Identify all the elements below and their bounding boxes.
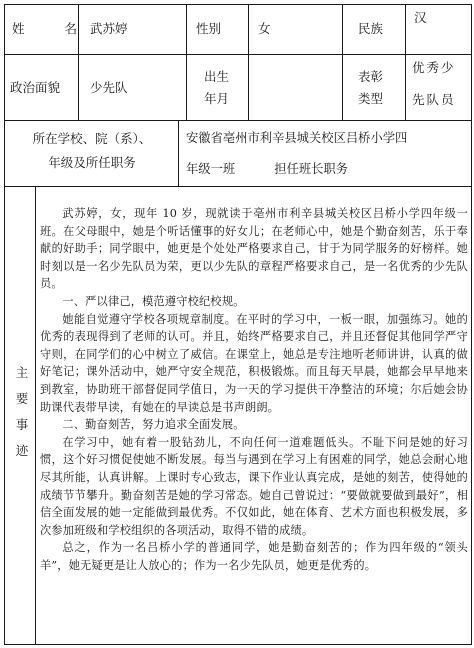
gender-value: 女 (258, 21, 271, 36)
school-row-divider (178, 120, 179, 187)
table-border-right (471, 4, 472, 645)
school-value-line2: 年级一班 担任班长职务 (186, 162, 349, 176)
school-value-line1: 安徽省亳州市利辛县城关校区吕桥小学四 (186, 131, 408, 145)
award-type-label-line2: 类型 (358, 91, 384, 106)
main-deeds-label-char: 事 (15, 417, 29, 432)
deeds-section-heading-1: 一、严以律己，模范遵守校纪校规。 (62, 294, 245, 308)
col-divider-2 (186, 4, 187, 121)
table-border-top (4, 4, 472, 5)
political-status-value: 少先队 (90, 80, 128, 95)
main-deeds-text (40, 205, 468, 574)
main-deeds-label-char: 迹 (15, 443, 29, 458)
table-border-bottom (4, 644, 472, 645)
deeds-section-paragraph-2: 在学习中，她有着一股钻劲儿，不向任何一道难题低头。不耻下问是她的好习惯，这个好习惯促使她不断发展。每当与遇到在学习上有困难的同学，她总会耐心地尽其所能，认真讲解。上课时专心致志，课下作业认真完成，是她的刻苦，使得她的成绩节节攀升。勤奋刻苦是她的学习常态。她自己曾说过：“要做就要做到最好”，相信全面发展的她一定能做到最优秀。不仅如此，她在体育、艺术方面也积极发展，多次参加班级和学校组织的各项活动，取得不错的成绩。 (40, 435, 468, 537)
birth-date-label-line1: 出生 (204, 69, 230, 84)
col-divider-5 (405, 4, 406, 121)
main-deeds-label-char: 要 (15, 391, 29, 406)
award-type-value-line2: 先队员 (412, 92, 456, 107)
gender-label: 性别 (196, 21, 222, 36)
col-divider-4 (342, 4, 343, 121)
deeds-section-paragraph-1: 她能自觉遵守学校各项规章制度。在平时的学习中，一板一眼，加强练习。她的优秀的表现得到了老师的认可。并且，始终严格要求自己，并且还督促其他同学严守守则，在同学们的心中树立了威信。在课堂上，她总是专注地听老师讲讲，认真的做好笔记；课外活动中，她严守安全规范，积极锻炼。而且每天早晨，她都会早早地来到教室，协助班干部督促同学值日，为一天的学习提供干净整洁的环境；尔后她会协助课代表带早读，有她在的早读总是书声朗朗。 (40, 312, 468, 414)
deeds-section-heading-2: 二、勤奋刻苦，努力追求全面发展。 (62, 418, 245, 432)
name-value: 武苏婷 (90, 21, 128, 36)
row-divider-3 (4, 186, 472, 187)
ethnicity-label: 民族 (358, 21, 384, 36)
main-deeds-label-char: 主 (15, 365, 29, 380)
row-divider-1 (4, 54, 472, 55)
main-deeds-label (14, 360, 30, 464)
ethnicity-value: 汉 (414, 10, 427, 25)
deeds-intro-paragraph: 武苏婷，女，现年 10 岁，现就读于亳州市利辛县城关校区吕桥小学四年级一班。在父母眼中，她是个听话懂事的好女儿；在老师心中，她是个勤奋刻苦，乐于奉献的好助手；同学眼中，她更是个处处严格要求自己，甘于为同学服务的好榜样。她时刻以是一名少先队员为荣，更以少先队的章程严格要求自己，是一名优秀的少先队员。 (40, 207, 468, 291)
col-divider-3 (248, 4, 249, 121)
award-type-label-line1: 表彰 (358, 69, 384, 84)
school-label-line1: 所在学校、院（系）、 (32, 131, 152, 146)
deeds-conclusion-paragraph: 总之，作为一名吕桥小学的普通同学，她是勤奋刻苦的；作为四年级的“领头羊”，她无疑更是让人放心的；作为一名少先队员，她更是优秀的。 (40, 541, 468, 572)
political-status-label: 政治面貌 (10, 80, 61, 95)
school-label-line2: 年级及所任职务 (48, 155, 136, 170)
deeds-label-divider (35, 186, 36, 645)
table-border-left (4, 4, 5, 645)
award-type-value-line1: 优秀少 (412, 60, 456, 75)
birth-date-label-line2: 年月 (204, 91, 230, 106)
row-divider-2 (4, 120, 472, 121)
name-label: 姓 名 (12, 21, 95, 36)
